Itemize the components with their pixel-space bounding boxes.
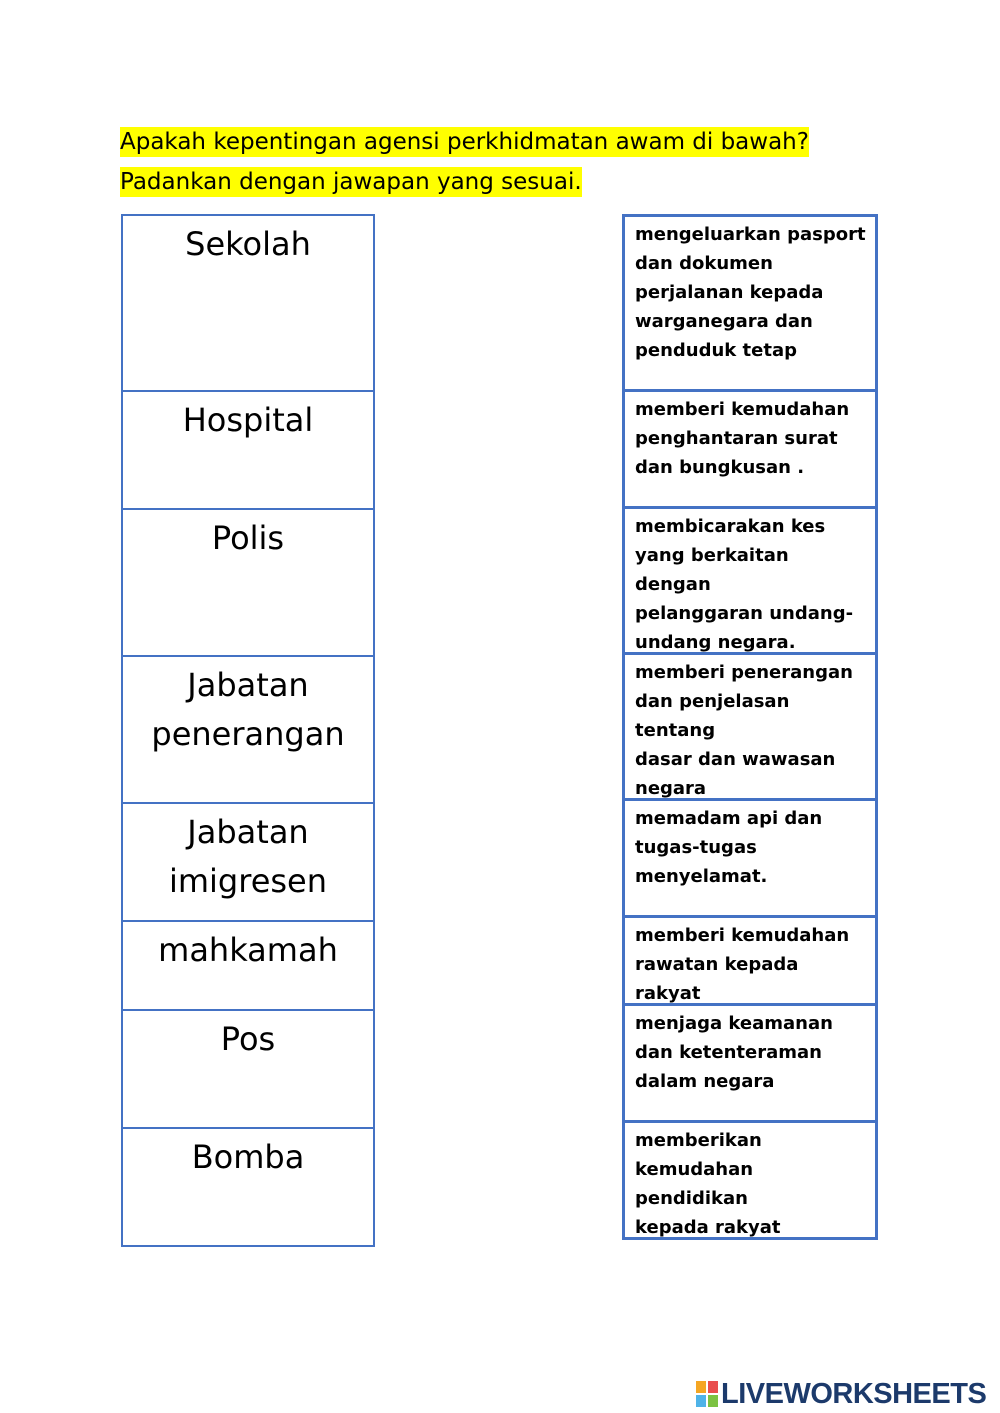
answer-line: yang berkaitan dengan <box>635 545 789 595</box>
answer-card-8[interactable] <box>622 1120 878 1240</box>
agency-card-jabatan-imigresen[interactable] <box>121 802 375 922</box>
answer-line: dan dokumen <box>635 253 773 274</box>
answer-line: rawatan kepada rakyat <box>635 954 799 1004</box>
answer-card-1[interactable] <box>622 214 878 392</box>
agency-label-line2: penerangan <box>151 715 345 753</box>
answer-card-3[interactable] <box>622 506 878 655</box>
agency-label: Pos <box>220 1020 276 1058</box>
logo-text: LIVEWORKSHEETS <box>721 1377 987 1410</box>
answer-line: penduduk tetap <box>635 340 797 361</box>
agency-label: Hospital <box>182 401 314 439</box>
answer-column <box>622 214 878 1240</box>
agency-column <box>121 214 375 1247</box>
agency-label: Polis <box>211 519 285 557</box>
answer-line: dasar dan wawasan <box>635 749 836 770</box>
answer-card-6[interactable] <box>622 915 878 1006</box>
answer-line: menjaga keamanan <box>635 1013 833 1034</box>
agency-card-bomba[interactable] <box>121 1127 375 1247</box>
answer-line: dan bungkusan . <box>635 457 805 478</box>
answer-line: memberi penerangan <box>635 662 853 683</box>
answer-card-4[interactable] <box>622 652 878 801</box>
answer-line: memadam api dan <box>635 808 823 829</box>
agency-card-pos[interactable] <box>121 1009 375 1129</box>
answer-line: dan ketenteraman <box>635 1042 822 1063</box>
answer-line: menyelamat. <box>635 866 768 887</box>
answer-card-5[interactable] <box>622 798 878 918</box>
agency-label: Jabatan <box>187 813 309 851</box>
answer-card-2[interactable] <box>622 389 878 509</box>
answer-card-7[interactable] <box>622 1003 878 1123</box>
agency-card-jabatan-penerangan[interactable] <box>121 655 375 804</box>
agency-label: Bomba <box>191 1138 305 1176</box>
agency-card-polis[interactable] <box>121 508 375 657</box>
answer-line: kepada rakyat <box>635 1217 781 1238</box>
answer-line: dan penjelasan tentang <box>635 691 790 741</box>
agency-label: Jabatan <box>187 666 309 704</box>
answer-line: memberikan <box>635 1130 762 1151</box>
answer-line: warganegara dan <box>635 311 813 332</box>
agency-card-hospital[interactable] <box>121 390 375 510</box>
agency-card-sekolah[interactable] <box>121 214 375 392</box>
agency-label: Sekolah <box>185 225 311 263</box>
answer-line: memberi kemudahan <box>635 399 850 420</box>
liveworksheets-logo <box>696 1377 986 1411</box>
answer-line: perjalanan kepada <box>635 282 824 303</box>
liveworksheets-logo-icon <box>696 1381 718 1407</box>
answer-line: pelanggaran undang- <box>635 603 854 624</box>
answer-line: memberi kemudahan <box>635 925 850 946</box>
instruction-line-2: Padankan dengan jawapan yang sesuai. <box>120 169 582 195</box>
answer-line: penghantaran surat <box>635 428 838 449</box>
agency-card-mahkamah[interactable] <box>121 920 375 1011</box>
answer-line: membicarakan kes <box>635 516 826 537</box>
instruction-line-1: Apakah kepentingan agensi perkhidmatan awam di bawah? <box>120 129 809 155</box>
agency-label-line2: imigresen <box>168 862 328 900</box>
answer-line: kemudahan pendidikan <box>635 1159 754 1209</box>
answer-line: dalam negara <box>635 1071 775 1092</box>
agency-label: mahkamah <box>158 931 338 969</box>
answer-line: mengeluarkan pasport <box>635 224 866 245</box>
answer-line: undang negara. <box>635 632 796 653</box>
answer-line: negara <box>635 778 707 799</box>
answer-line: tugas-tugas <box>635 837 757 858</box>
instruction-text <box>120 122 880 202</box>
